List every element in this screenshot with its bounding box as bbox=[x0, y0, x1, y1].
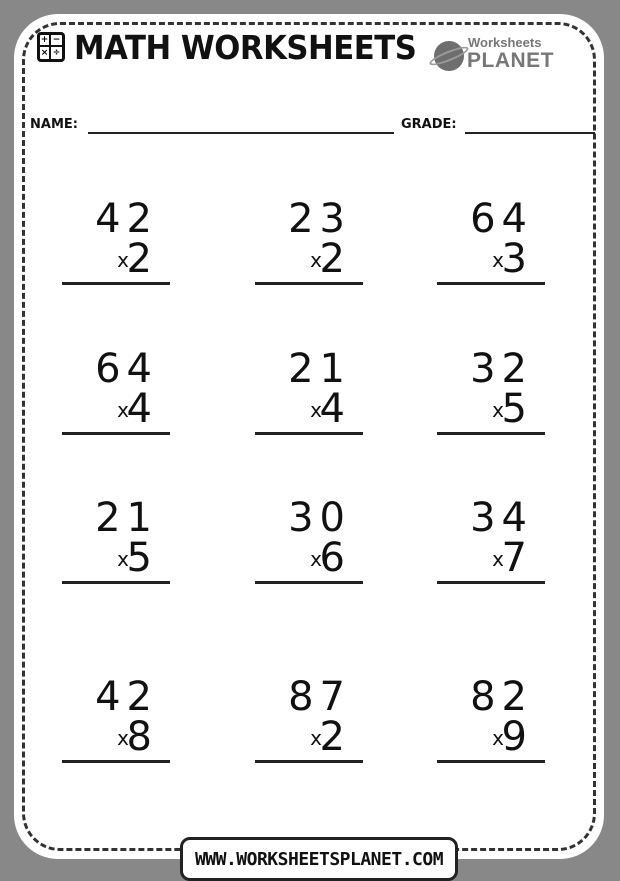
multiplicand: 64 bbox=[95, 346, 158, 392]
multiplicand: 21 bbox=[95, 495, 158, 541]
divide-symbol: ÷ bbox=[52, 47, 61, 58]
multiplier: 9 bbox=[501, 714, 533, 760]
multiplication-problem bbox=[62, 676, 170, 776]
multiplier: 7 bbox=[501, 535, 533, 581]
multiplicand: 21 bbox=[288, 346, 351, 392]
footer-badge bbox=[180, 837, 458, 881]
multiplication-problem bbox=[62, 497, 170, 597]
times-sign: x bbox=[492, 398, 504, 422]
answer-line[interactable] bbox=[62, 432, 170, 435]
multiplier: 8 bbox=[126, 714, 158, 760]
times-sign: x bbox=[117, 248, 129, 272]
calculator-icon bbox=[37, 32, 65, 62]
times-symbol: × bbox=[40, 47, 51, 59]
answer-line[interactable] bbox=[255, 760, 363, 763]
multiplier: 4 bbox=[319, 386, 351, 432]
times-sign: x bbox=[310, 547, 322, 571]
answer-line[interactable] bbox=[255, 581, 363, 584]
name-label: NAME: bbox=[30, 117, 78, 132]
multiplicand: 23 bbox=[288, 196, 351, 242]
multiplication-problem bbox=[62, 348, 170, 448]
times-sign: x bbox=[117, 726, 129, 750]
times-sign: x bbox=[492, 248, 504, 272]
multiplier: 5 bbox=[126, 535, 158, 581]
multiplication-problem bbox=[255, 348, 363, 448]
answer-line[interactable] bbox=[255, 282, 363, 285]
multiplication-problem bbox=[255, 676, 363, 776]
minus-symbol: − bbox=[51, 35, 62, 47]
multiplier: 4 bbox=[126, 386, 158, 432]
plus-symbol: + bbox=[40, 35, 51, 47]
times-sign: x bbox=[310, 398, 322, 422]
page-title: MATH WORKSHEETS bbox=[74, 28, 417, 67]
answer-line[interactable] bbox=[437, 760, 545, 763]
answer-line[interactable] bbox=[437, 432, 545, 435]
answer-line[interactable] bbox=[62, 760, 170, 763]
multiplicand: 82 bbox=[470, 674, 533, 720]
multiplication-problem bbox=[437, 497, 545, 597]
footer-url[interactable]: WWW.WORKSHEETSPLANET.COM bbox=[194, 849, 444, 870]
times-sign: x bbox=[117, 547, 129, 571]
multiplier: 5 bbox=[501, 386, 533, 432]
multiplication-problem bbox=[437, 198, 545, 298]
answer-line[interactable] bbox=[62, 282, 170, 285]
multiplication-problem bbox=[255, 198, 363, 298]
answer-line[interactable] bbox=[437, 282, 545, 285]
logo-text-bottom: PLANET bbox=[467, 49, 554, 72]
multiplication-problem bbox=[437, 676, 545, 776]
multiplicand: 87 bbox=[288, 674, 351, 720]
multiplicand: 30 bbox=[288, 495, 351, 541]
multiplier: 2 bbox=[319, 236, 351, 282]
grade-label: GRADE: bbox=[401, 117, 457, 132]
multiplicand: 42 bbox=[95, 674, 158, 720]
brand-logo bbox=[432, 35, 560, 74]
multiplicand: 34 bbox=[470, 495, 533, 541]
grade-field[interactable] bbox=[465, 132, 595, 134]
multiplier: 6 bbox=[319, 535, 351, 581]
multiplication-problem bbox=[255, 497, 363, 597]
answer-line[interactable] bbox=[62, 581, 170, 584]
multiplicand: 42 bbox=[95, 196, 158, 242]
multiplier: 2 bbox=[126, 236, 158, 282]
multiplication-problem bbox=[437, 348, 545, 448]
multiplicand: 64 bbox=[470, 196, 533, 242]
times-sign: x bbox=[310, 248, 322, 272]
times-sign: x bbox=[492, 547, 504, 571]
answer-line[interactable] bbox=[255, 432, 363, 435]
answer-line[interactable] bbox=[437, 581, 545, 584]
times-sign: x bbox=[492, 726, 504, 750]
multiplication-problem bbox=[62, 198, 170, 298]
times-sign: x bbox=[117, 398, 129, 422]
times-sign: x bbox=[310, 726, 322, 750]
name-field[interactable] bbox=[88, 132, 394, 134]
multiplier: 2 bbox=[319, 714, 351, 760]
logo-text-top: Worksheets bbox=[468, 35, 542, 50]
multiplier: 3 bbox=[501, 236, 533, 282]
multiplicand: 32 bbox=[470, 346, 533, 392]
